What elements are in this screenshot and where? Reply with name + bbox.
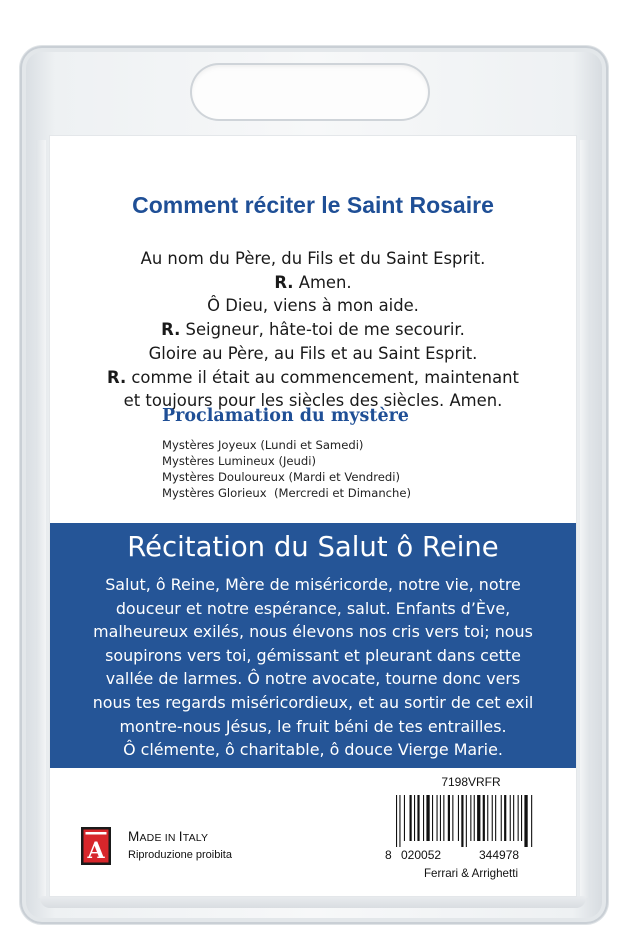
svg-text:A: A xyxy=(87,838,105,864)
mystery-item: Mystères Glorieux (Mercredi et Dimanche) xyxy=(162,486,412,500)
barcode-bar xyxy=(470,795,471,841)
prayer-line: Au nom du Père, du Fils et du Saint Esprit. xyxy=(140,249,486,268)
salve-line: nous tes regards miséricordieux, et au sortir de cet exil xyxy=(92,692,534,712)
prayer-line: Gloire au Père, au Fils et au Saint Esprit. xyxy=(148,343,478,363)
mysteries-list xyxy=(162,437,411,501)
ean-first: 8 xyxy=(385,848,392,862)
barcode-bar xyxy=(495,795,496,841)
barcode-bar xyxy=(501,795,502,841)
prayer-line: Ô Dieu, viens à mon aide. xyxy=(207,296,419,316)
blister-rim-left xyxy=(36,140,46,898)
barcode-bar xyxy=(414,795,415,841)
blister-rim-bottom xyxy=(40,896,586,908)
barcode-bar xyxy=(432,795,433,841)
barcode-bar xyxy=(521,795,522,841)
proclamation-title: Proclamation du mystère xyxy=(162,406,409,426)
barcode-bar xyxy=(423,795,424,841)
barcode-bar xyxy=(504,795,506,841)
ean-left: 020052 xyxy=(401,848,442,862)
rosary-title: Comment réciter le Saint Rosaire xyxy=(132,192,494,218)
barcode-bar xyxy=(487,795,488,841)
barcode-bar xyxy=(513,795,514,841)
barcode-bar xyxy=(510,795,511,841)
salve-line: douceur et notre espérance, salut. Enfants d’Ève, xyxy=(115,598,511,618)
barcode-bar xyxy=(437,795,438,841)
barcode-bar xyxy=(518,795,519,841)
barcode-bar xyxy=(466,795,467,847)
salve-line: Salut, ô Reine, Mère de miséricorde, notre vie, notre xyxy=(105,575,521,594)
product-code: 7198VRFR xyxy=(441,775,501,789)
salve-line: montre-nous Jésus, le fruit béni de tes entrailles. xyxy=(119,716,507,736)
barcode-bar xyxy=(404,795,405,841)
barcode-bar xyxy=(426,795,429,841)
salve-text xyxy=(50,573,576,762)
reproduction-notice: Riproduzione proibita xyxy=(128,849,232,861)
prayer-line: et toujours pour les siècles des siècles. Amen. xyxy=(123,391,503,411)
opening-prayer xyxy=(50,247,576,413)
prayer-line: R. Seigneur, hâte-toi de me secourir. xyxy=(161,320,465,340)
barcode-bar xyxy=(448,795,450,841)
barcode-bar xyxy=(524,795,527,847)
prayer-line: R. Amen. xyxy=(274,272,352,292)
barcode-bar xyxy=(483,795,485,841)
barcode-bar xyxy=(443,795,444,841)
barcode-bar xyxy=(461,795,463,847)
barcode-bar xyxy=(531,795,532,847)
barcode-bar xyxy=(474,795,475,841)
prayer-line: R. comme il était au commencement, maintenant xyxy=(107,367,519,387)
barcode-bar xyxy=(396,795,397,847)
hang-hole xyxy=(190,63,430,121)
salve-line: Ô clémente, ô charitable, ô douce Vierge Marie. xyxy=(123,740,503,760)
barcode-bar xyxy=(458,795,459,841)
mystery-item: Mystères Joyeux (Lundi et Samedi) xyxy=(162,438,364,452)
barcode-bar xyxy=(399,795,400,847)
salve-line: vallée de larmes. Ô notre avocate, tourne donc vers xyxy=(105,669,521,689)
made-in-italy: MADE IN ITALY xyxy=(128,829,209,844)
mystery-item: Mystères Lumineux (Jeudi) xyxy=(162,454,316,468)
barcode-bar xyxy=(452,795,453,841)
barcode-bar xyxy=(440,795,441,841)
company-name: Ferrari & Arrighetti xyxy=(423,867,519,880)
salve-line: soupirons vers toi, gémissant et pleurant dans cette xyxy=(105,645,521,665)
mystery-item: Mystères Douloureux (Mardi et Vendredi) xyxy=(162,470,400,484)
barcode-bar xyxy=(492,795,493,841)
ferrari-arrighetti-logo xyxy=(81,827,111,865)
blister-rim-right xyxy=(580,140,590,898)
barcode-bar xyxy=(417,795,419,841)
barcode xyxy=(392,795,548,847)
salve-line: malheureux exilés, nous élevons nos cris vers toi; nous xyxy=(93,622,533,642)
salve-title: Récitation du Salut ô Reine xyxy=(127,531,499,563)
barcode-bar xyxy=(410,795,412,841)
barcode-bar xyxy=(477,795,480,841)
ean-right: 344978 xyxy=(479,848,520,862)
